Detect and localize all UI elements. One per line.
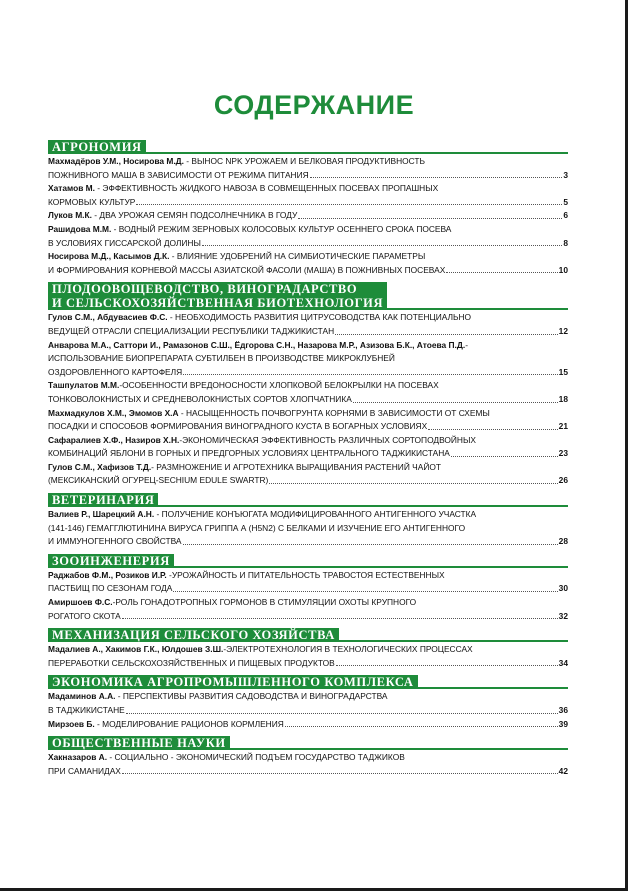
- entry-title-text: - ДВА УРОЖАЯ СЕМЯН ПОДСОЛНЕЧНИКА В ГОДУ: [91, 210, 298, 221]
- entry-authors: Махмадкулов Х.М., Эмомов Х.А: [48, 407, 179, 418]
- entry-title-text: - ВЫНОС NPK УРОЖАЕМ И БЕЛКОВАЯ ПРОДУКТИВНОСТЬ: [183, 156, 426, 166]
- page-number: 23: [558, 448, 568, 459]
- entry-authors: Гулов С.М., Хафизов Т.Д.: [48, 461, 152, 472]
- section-heading: [48, 675, 418, 689]
- entry-text: [48, 209, 297, 223]
- entry-title-text: - ПОЛУЧЕНИЕ КОНЪЮГАТА МОДИФИЦИРОВАННОГО АНТИГЕННОГО УЧАСТКА: [154, 509, 477, 520]
- section-heading-line: АГРОНОМИЯ: [52, 140, 142, 154]
- entry-line: [48, 407, 568, 421]
- entry-title-text: - СОЦИАЛЬНО - ЭКОНОМИЧЕСКИЙ ПОДЪЕМ ГОСУДАРСТВО ТАДЖИКОВ: [107, 752, 405, 763]
- entry-text: [48, 610, 121, 624]
- entry-line: [48, 264, 568, 278]
- entry-authors: Амиршоев Ф.С.: [48, 597, 113, 608]
- section-header: [48, 493, 568, 507]
- section-heading-line: ОБЩЕСТВЕННЫЕ НАУКИ: [52, 736, 226, 751]
- section-header: [48, 140, 568, 154]
- entry-authors: Рашидова М.М.: [48, 223, 112, 234]
- toc-entry[interactable]: [48, 311, 568, 338]
- entry-authors: Анварова М.А., Саттори И., Рамазонов С.Ш., Ёдгорова С.Н., Назарова М.Р., Азизова Б.К., Атоева П.Д.: [48, 339, 466, 350]
- entry-authors: Хакназаров А.: [48, 752, 108, 763]
- entry-title-text: В УСЛОВИЯХ ГИССАРСКОЙ ДОЛИНЫ: [48, 237, 201, 248]
- page-number: 32: [558, 610, 568, 621]
- entry-title-text: - НЕОБХОДИМОСТЬ РАЗВИТИЯ ЦИТРУСОВОДСТВА КАК ПОТЕНЦИАЛЬНО: [167, 312, 472, 323]
- page-number: 36: [558, 705, 568, 715]
- leader-dots: [353, 402, 558, 403]
- page-number: 18: [558, 393, 568, 404]
- section-heading-line: ЗООИНЖЕНЕРИЯ: [52, 553, 170, 568]
- page-number: 15: [558, 366, 568, 377]
- section-heading: [48, 628, 339, 642]
- entry-title-text: -РОЛЬ ГОНАДОТРОПНЫХ ГОРМОНОВ В СТИМУЛЯЦИИ ОХОТЫ КРУПНОГО: [112, 597, 417, 608]
- entry-title-text: -ЭКОНОМИЧЕСКАЯ ЭФФЕКТИВНОСТЬ РАЗЛИЧНЫХ СОРТОПОДВОЙНЫХ: [179, 434, 476, 445]
- entry-line: [48, 718, 568, 732]
- toc-entry[interactable]: [48, 596, 568, 623]
- entry-text: [48, 447, 450, 461]
- section-rule: [146, 152, 568, 154]
- entry-title-text: -ЭЛЕКТРОТЕХНОЛОГИЯ В ТЕХНОЛОГИЧЕСКИХ ПРОЦЕССАХ: [223, 644, 473, 655]
- toc-entry[interactable]: [48, 250, 568, 277]
- page-number: 39: [558, 718, 568, 729]
- entry-text: [48, 690, 388, 704]
- entry-line: [48, 765, 568, 779]
- entry-title-text: -УРОЖАЙНОСТЬ И ПИТАТЕЛЬНОСТЬ ТРАВОСТОЯ ЕСТЕСТВЕННЫХ: [166, 569, 445, 580]
- entry-text: [48, 420, 427, 434]
- entry-text: [48, 182, 438, 196]
- entry-text: [48, 765, 121, 779]
- entry-line: [48, 352, 568, 366]
- entry-line: [48, 434, 568, 448]
- entry-text: [48, 407, 490, 421]
- entry-title-text: -ОСОБЕННОСТИ ВРЕДОНОСНОСТИ ХЛОПКОВОЙ БЕЛОКРЫЛКИ НА ПОСЕВАХ: [119, 380, 439, 391]
- page-number: 3: [563, 169, 568, 180]
- leader-dots: [126, 713, 558, 714]
- toc-entry[interactable]: [48, 461, 568, 488]
- leader-dots: [173, 591, 557, 592]
- entry-line: [48, 169, 568, 183]
- toc-entry[interactable]: [48, 339, 568, 380]
- entry-line: [48, 508, 568, 522]
- entry-authors: Махмадёров У.М., Носирова М.Д.: [48, 156, 184, 166]
- section-heading: [48, 140, 146, 154]
- entry-line: [48, 196, 568, 210]
- entry-text: [48, 718, 284, 732]
- page-number: 42: [558, 765, 568, 776]
- section-rule: [418, 687, 568, 689]
- leader-dots: [336, 665, 558, 666]
- leader-dots: [446, 272, 557, 273]
- toc-entry[interactable]: [48, 434, 568, 461]
- entry-text: [48, 196, 135, 210]
- section-heading-line: ПЛОДООВОЩЕВОДСТВО, ВИНОГРАДАРСТВО: [52, 282, 358, 297]
- entry-line: [48, 657, 568, 671]
- section-heading-line: МЕХАНИЗАЦИЯ СЕЛЬСКОГО ХОЗЯЙСТВА: [52, 628, 335, 643]
- page-number: 30: [558, 583, 568, 594]
- leader-dots: [285, 726, 558, 727]
- section-header: [48, 628, 568, 642]
- entry-title-text: КОРМОВЫХ КУЛЬТУР: [48, 196, 136, 207]
- entry-line: [48, 582, 568, 596]
- toc-section: [48, 736, 568, 778]
- page-number: 12: [558, 325, 568, 336]
- toc-section: [48, 628, 568, 670]
- section-heading-line: И СЕЛЬСКОХОЗЯЙСТВЕННАЯ БИОТЕХНОЛОГИЯ: [52, 296, 384, 311]
- entry-line: [48, 474, 568, 488]
- page-number: 21: [558, 421, 568, 432]
- leader-dots: [451, 456, 558, 457]
- entry-text: [48, 751, 405, 765]
- entry-text: [48, 569, 445, 583]
- entry-title-text: ОЗДОРОВЛЕННОГО КАРТОФЕЛЯ: [48, 366, 183, 377]
- entry-text: [48, 155, 425, 169]
- entry-title-text: ВЕДУЩЕЙ ОТРАСЛИ СПЕЦИАЛИЗАЦИИ РЕСПУБЛИКИ ТАДЖИКИСТАН: [48, 325, 335, 336]
- section-rule: [387, 308, 568, 310]
- toc-section: [48, 140, 568, 277]
- entry-title-text: (МЕКСИКАНСКИЙ ОГУРЕЦ-SECHIUM EDULE SWARTR): [48, 475, 269, 486]
- entry-authors: Сафаралиев Х.Ф., Назиров Х.Н.: [48, 434, 180, 445]
- entry-authors: Мирзоев Б.: [48, 718, 95, 729]
- entry-text: [48, 657, 335, 671]
- section-header: [48, 736, 568, 750]
- entry-title-text: ТОНКОВОЛОКНИСТЫХ И СРЕДНЕВОЛОКНИСТЫХ СОРТОВ ХЛОПЧАТНИКА: [48, 393, 352, 404]
- entry-title-text: РОГАТОГО СКОТА: [48, 610, 121, 621]
- toc-entry[interactable]: [48, 379, 568, 406]
- section-header: [48, 675, 568, 689]
- section-heading: [48, 554, 174, 568]
- leader-dots: [122, 618, 558, 619]
- leader-dots: [136, 204, 562, 205]
- entry-text: [48, 264, 445, 278]
- toc-entry[interactable]: [48, 569, 568, 596]
- entry-title-text: И ФОРМИРОВАНИЯ КОРНЕВОЙ МАССЫ АЗИАТСКОЙ ФАСОЛИ (МАША) В ПОЖНИВНЫХ ПОСЕВАХ: [48, 264, 446, 275]
- section-rule: [230, 748, 568, 750]
- entry-text: [48, 223, 451, 237]
- leader-dots: [183, 374, 557, 375]
- toc-entry[interactable]: [48, 718, 568, 732]
- entry-title-text: - НАСЫЩЕННОСТЬ ПОЧВОГРУНТА КОРНЯМИ В ЗАВИСИМОСТИ ОТ СХЕМЫ: [178, 407, 490, 418]
- entry-line: [48, 393, 568, 407]
- entry-line: [48, 610, 568, 624]
- entry-authors: Мадаминов А.А.: [48, 691, 116, 702]
- toc-content: [48, 140, 568, 783]
- entry-text: [48, 704, 125, 718]
- entry-text: [48, 237, 201, 251]
- section-rule: [174, 566, 568, 568]
- entry-title-text: (141-146) ГЕМАГГЛЮТИНИНА ВИРУСА ГРИППА А (H5N2) С БЕЛКАМИ И ИЗУЧЕНИЕ ЕГО АНТИГЕННОГО: [48, 522, 466, 533]
- toc-entry[interactable]: [48, 182, 568, 209]
- entry-line: [48, 522, 568, 536]
- section-heading: [48, 736, 230, 750]
- toc-entry[interactable]: [48, 643, 568, 670]
- entry-line: [48, 569, 568, 583]
- page-number: 34: [558, 657, 568, 668]
- page-number: 10: [558, 264, 568, 275]
- entry-text: [48, 250, 425, 264]
- section-rule: [158, 505, 568, 507]
- entry-text: [48, 325, 334, 339]
- toc-entry[interactable]: [48, 508, 568, 549]
- entry-title-text: В ТАДЖИКИСТАНЕ: [48, 705, 125, 715]
- entry-title-text: - МОДЕЛИРОВАНИЕ РАЦИОНОВ КОРМЛЕНИЯ: [94, 718, 284, 729]
- entry-line: [48, 325, 568, 339]
- toc-entry[interactable]: [48, 155, 568, 182]
- leader-dots: [269, 483, 557, 484]
- entry-text: [48, 393, 352, 407]
- entry-text: [48, 379, 439, 393]
- entry-authors: Гулов С.М., Абдувасиев Ф.С.: [48, 312, 168, 323]
- entry-title-text: -: [465, 339, 468, 350]
- entry-title-text: - ЭФФЕКТИВНОСТЬ ЖИДКОГО НАВОЗА В СОВМЕЩЕННЫХ ПОСЕВАХ ПРОПАШНЫХ: [94, 183, 439, 194]
- entry-title-text: - ВОДНЫЙ РЕЖИМ ЗЕРНОВЫХ КОЛОСОВЫХ КУЛЬТУР ОСЕННЕГО СРОКА ПОСЕВА: [111, 223, 452, 234]
- entry-text: [48, 461, 441, 475]
- toc-section: [48, 493, 568, 549]
- entry-text: [48, 643, 473, 657]
- toc-entry[interactable]: [48, 209, 568, 223]
- leader-dots: [335, 334, 558, 335]
- entry-title-text: - ПЕРСПЕКТИВЫ РАЗВИТИЯ САДОВОДСТВА И ВИНОГРАДАРСТВА: [115, 691, 388, 702]
- page-number: 8: [563, 237, 568, 248]
- section-rule: [339, 640, 568, 642]
- entry-line: [48, 379, 568, 393]
- entry-title-text: ПОСАДКИ И СПОСОБОВ ФОРМИРОВАНИЯ ВИНОГРАДНОГО КУСТА В БОГАРНЫХ УСЛОВИЯХ: [48, 421, 428, 432]
- entry-line: [48, 690, 568, 704]
- toc-section: [48, 282, 568, 488]
- page-title: СОДЕРЖАНИЕ: [213, 90, 415, 120]
- leader-dots: [202, 245, 562, 246]
- toc-entry[interactable]: [48, 223, 568, 250]
- leader-dots: [310, 177, 563, 178]
- entry-text: [48, 339, 468, 353]
- entry-title-text: ПАСТБИЩ ПО СЕЗОНАМ ГОДА: [48, 583, 173, 594]
- entry-line: [48, 182, 568, 196]
- toc-section: [48, 675, 568, 731]
- leader-dots: [183, 544, 558, 545]
- entry-text: [48, 311, 471, 325]
- entry-line: [48, 237, 568, 251]
- entry-authors: Валиев Р., Шарецкий А.Н.: [48, 509, 155, 520]
- section-header: [48, 282, 568, 310]
- toc-entry[interactable]: [48, 690, 568, 717]
- entry-authors: Мадалиев А., Хакимов Г.К., Юлдошев З.Ш.: [48, 644, 224, 655]
- entry-line: [48, 209, 568, 223]
- entry-authors: Раджабов Ф.М., Розиков И.Р.: [48, 569, 167, 580]
- entry-title-text: И ИММУНОГЕННОГО СВОЙСТВА: [48, 536, 182, 547]
- entry-title-text: - РАЗМНОЖЕНИЕ И АГРОТЕХНИКА ВЫРАЩИВАНИЯ РАСТЕНИЙ ЧАЙОТ: [151, 461, 441, 472]
- entry-text: [48, 582, 172, 596]
- entry-line: [48, 223, 568, 237]
- entry-title-text: ПЕРЕРАБОТКИ СЕЛЬСКОХОЗЯЙСТВЕННЫХ И ПИЩЕВЫХ ПРОДУКТОВ: [48, 657, 335, 668]
- section-header: [48, 554, 568, 568]
- entry-line: [48, 447, 568, 461]
- entry-title-text: ИСПОЛЬЗОВАНИЕ БИОПРЕПАРАТА СУБТИЛБЕН В ПРОИЗВОДСТВЕ МИКРОКЛУБНЕЙ: [48, 353, 395, 364]
- entry-line: [48, 643, 568, 657]
- entry-title-text: ПРИ САМАНИДАХ: [48, 765, 121, 776]
- entry-authors: Ташпулатов М.М.: [48, 380, 120, 391]
- entry-text: [48, 596, 416, 610]
- entry-title-text: КОМБИНАЦИЙ ЯБЛОНИ В ГОРНЫХ И ПРЕДГОРНЫХ УСЛОВИЯХ ЦЕНТРАЛЬНОГО ТАДЖИКИСТАНА: [48, 448, 450, 459]
- entry-authors: Хатамов М.: [48, 183, 95, 194]
- entry-line: [48, 535, 568, 549]
- entry-line: [48, 596, 568, 610]
- entry-line: [48, 311, 568, 325]
- section-heading-line: ВЕТЕРИНАРИЯ: [52, 493, 155, 508]
- section-heading-line: ЭКОНОМИКА АГРОПРОМЫШЛЕННОГО КОМПЛЕКСА: [52, 675, 414, 690]
- entry-text: [48, 508, 476, 522]
- entry-line: [48, 366, 568, 380]
- entry-authors: Луков М.К.: [48, 210, 92, 221]
- entry-line: [48, 461, 568, 475]
- entry-line: [48, 155, 568, 169]
- page-number: 6: [563, 210, 568, 221]
- entry-text: [48, 522, 465, 536]
- entry-text: [48, 474, 268, 488]
- entry-authors: Носирова М.Д., Касымов Д.К.: [48, 251, 170, 262]
- entry-title-text: ПОЖНИВНОГО МАША В ЗАВИСИМОСТИ ОТ РЕЖИМА ПИТАНИЯ: [48, 169, 309, 180]
- entry-line: [48, 420, 568, 434]
- page-number: 5: [563, 196, 568, 207]
- section-heading: [48, 282, 387, 310]
- toc-section: [48, 554, 568, 623]
- entry-text: [48, 352, 395, 366]
- toc-entry[interactable]: [48, 407, 568, 434]
- leader-dots: [298, 218, 562, 219]
- entry-line: [48, 339, 568, 353]
- entry-title-text: - ВЛИЯНИЕ УДОБРЕНИЙ НА СИМБИОТИЧЕСКИЕ ПАРАМЕТРЫ: [169, 251, 426, 262]
- entry-text: [48, 366, 182, 380]
- page-number: 28: [558, 536, 568, 547]
- toc-entry[interactable]: [48, 751, 568, 778]
- entry-text: [48, 169, 309, 183]
- entry-line: [48, 704, 568, 718]
- entry-line: [48, 250, 568, 264]
- entry-text: [48, 434, 476, 448]
- section-heading: [48, 493, 158, 507]
- leader-dots: [122, 773, 558, 774]
- leader-dots: [428, 429, 558, 430]
- page-number: 26: [558, 475, 568, 486]
- entry-line: [48, 751, 568, 765]
- entry-text: [48, 535, 182, 549]
